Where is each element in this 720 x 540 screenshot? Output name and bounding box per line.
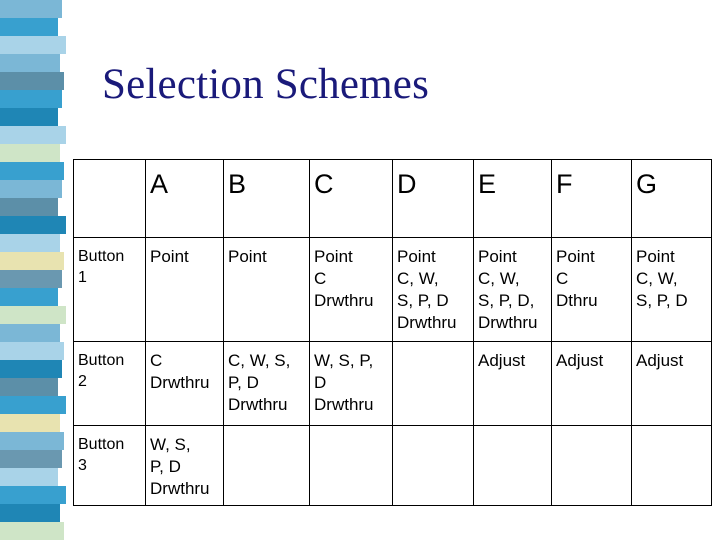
stripe-block (0, 0, 62, 18)
stripe-block (0, 72, 64, 90)
header-cell-g: G (632, 160, 712, 238)
table-row (74, 426, 712, 506)
table-cell: Point C Drwthru (310, 238, 393, 342)
stripe-block (0, 270, 62, 288)
stripe-block (0, 468, 58, 486)
table-cell (393, 426, 474, 506)
table-cell (393, 342, 474, 426)
table-cell (224, 426, 310, 506)
table-cell: Point C, W, S, P, D Drwthru (393, 238, 474, 342)
header-cell-corner (74, 160, 146, 238)
table-cell: Adjust (474, 342, 552, 426)
stripe-block (0, 486, 66, 504)
header-cell-e: E (474, 160, 552, 238)
table-cell: Point C Dthru (552, 238, 632, 342)
selection-schemes-table (73, 159, 712, 506)
table-cell: Adjust (632, 342, 712, 426)
table-cell (310, 426, 393, 506)
stripe-block (0, 90, 62, 108)
slide-title: Selection Schemes (102, 61, 430, 108)
stripe-block (0, 252, 64, 270)
stripe-block (0, 432, 64, 450)
stripe-block (0, 450, 62, 468)
stripe-block (0, 198, 58, 216)
stripe-block (0, 234, 60, 252)
table-cell: Point (146, 238, 224, 342)
table-cell: W, S, P, D Drwthru (310, 342, 393, 426)
table-cell (474, 426, 552, 506)
stripe-block (0, 36, 66, 54)
table-cell: W, S, P, D Drwthru (146, 426, 224, 506)
decorative-stripe (0, 0, 70, 540)
table-cell (632, 426, 712, 506)
stripe-block (0, 126, 66, 144)
table-cell: Point C, W, S, P, D (632, 238, 712, 342)
table-row (74, 342, 712, 426)
header-cell-a: A (146, 160, 224, 238)
stripe-block (0, 306, 66, 324)
row-label: Button 2 (74, 342, 146, 426)
row-label: Button 1 (74, 238, 146, 342)
header-row (74, 160, 712, 238)
stripe-block (0, 342, 64, 360)
stripe-block (0, 522, 64, 540)
table-cell: Point C, W, S, P, D, Drwthru (474, 238, 552, 342)
stripe-block (0, 54, 60, 72)
stripe-block (0, 18, 58, 36)
stripe-block (0, 378, 58, 396)
stripe-block (0, 324, 60, 342)
table-cell (552, 426, 632, 506)
table-cell: Point (224, 238, 310, 342)
table-row (74, 238, 712, 342)
stripe-block (0, 288, 58, 306)
table-cell: C Drwthru (146, 342, 224, 426)
stripe-block (0, 180, 62, 198)
row-label: Button 3 (74, 426, 146, 506)
stripe-block (0, 108, 58, 126)
header-cell-c: C (310, 160, 393, 238)
table-cell: Adjust (552, 342, 632, 426)
table-cell: C, W, S, P, D Drwthru (224, 342, 310, 426)
stripe-block (0, 504, 60, 522)
header-cell-d: D (393, 160, 474, 238)
stripe-block (0, 396, 66, 414)
header-cell-b: B (224, 160, 310, 238)
stripe-block (0, 414, 60, 432)
stripe-block (0, 216, 66, 234)
header-cell-f: F (552, 160, 632, 238)
stripe-block (0, 360, 62, 378)
stripe-block (0, 144, 60, 162)
stripe-block (0, 162, 64, 180)
